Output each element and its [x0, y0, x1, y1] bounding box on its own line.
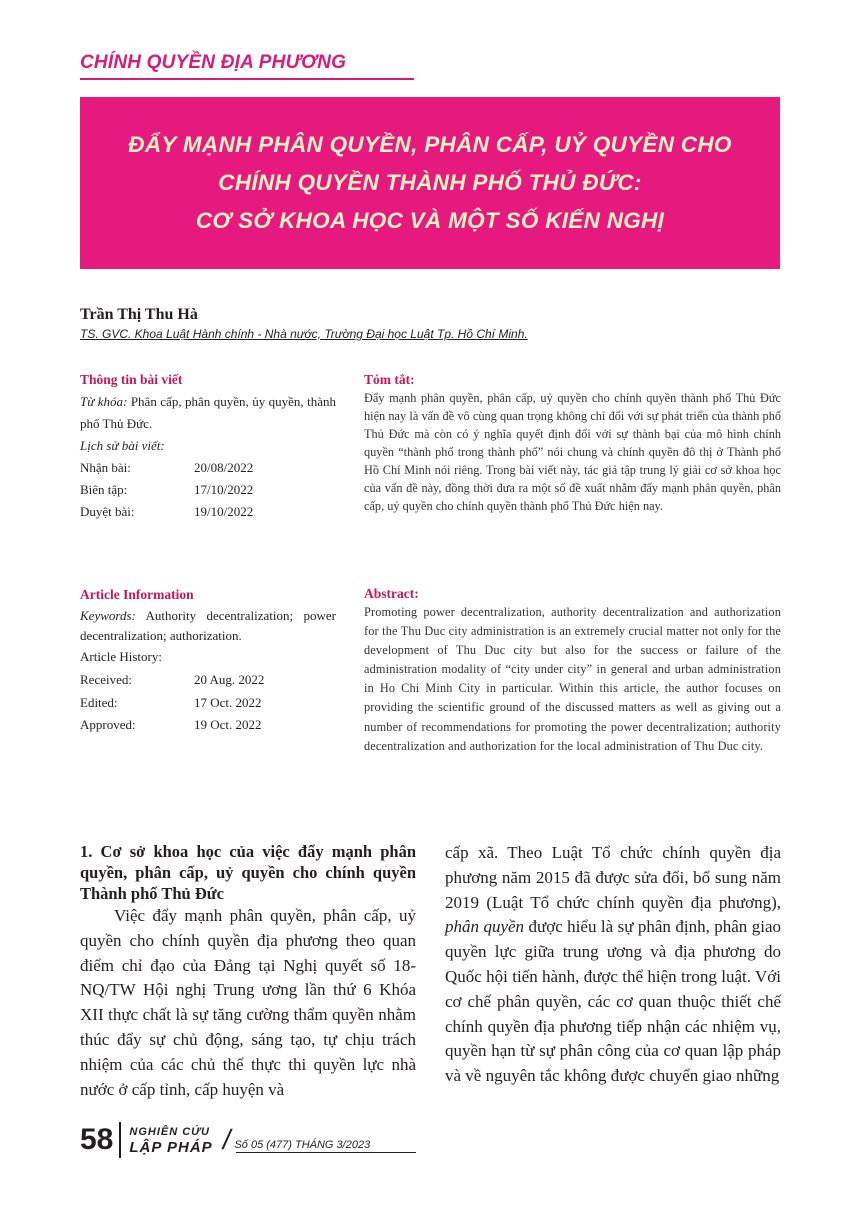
history-row: [80, 479, 336, 501]
history-key: Received:: [80, 671, 132, 687]
keywords-label-en: Keywords:: [80, 608, 136, 623]
info-heading-en: Article Information: [80, 587, 194, 602]
history-date: 19/10/2022: [194, 504, 254, 519]
body-text-part: được hiểu là sự phân định, phân giao quyền lực giữa trung ương và địa phương do Quốc hội tiến hành, được thể hiện trong luật. Với cơ chế phân quyền, các cơ quan thuộc thiết chế chính quyền địa phương tiếp nhận các nhiệm vụ, quyền hạn từ sự phân công của cơ quan lập pháp và về nguyên tắc không được chuyển giao những: [445, 917, 782, 1086]
history-key: Edited:: [80, 694, 118, 710]
history-row: [80, 714, 336, 737]
history-date: 20/08/2022: [194, 460, 254, 475]
history-date: 20 Aug. 2022: [194, 671, 265, 687]
page-footer: [80, 1120, 370, 1160]
abstract-heading-en: Abstract:: [364, 586, 419, 601]
history-key: Duyệt bài:: [80, 504, 135, 519]
history-key: Nhận bài:: [80, 460, 131, 475]
history-label-vn: Lịch sử bài viết:: [80, 438, 165, 453]
history-row: [80, 669, 336, 692]
journal-name-line2: LẬP PHÁP: [129, 1139, 213, 1156]
history-date: 19 Oct. 2022: [194, 717, 262, 733]
history-row: [80, 501, 336, 523]
abstract-heading-vn: Tóm tắt:: [364, 372, 415, 387]
section-label: CHÍNH QUYỀN ĐỊA PHƯƠNG: [80, 52, 347, 73]
history-date: 17/10/2022: [194, 482, 254, 497]
footer-slash: /: [220, 1124, 234, 1155]
author-affiliation: TS. GVC. Khoa Luật Hành chính - Nhà nước, Trường Đại học Luật Tp. Hồ Chí Minh.: [80, 327, 528, 341]
info-heading-vn: Thông tin bài viết: [80, 372, 183, 387]
history-row: [80, 692, 336, 715]
body-paragraph-continued: [445, 841, 781, 1089]
body-paragraph: Việc đẩy mạnh phân quyền, phân cấp, uỷ quyền cho chính quyền địa phương theo quan điểm chỉ đạo của Đảng tại Nghị quyết số 18-NQ/TW Hội nghị Trung ương lần thứ 6 Khóa XII thực chất là sự tăng cường thẩm quyền nhằm thúc đẩy sự chủ động, sáng tạo, tự chịu trách nhiệm của các chủ thể thực thi quyền lực nhà nước ở cấp tỉnh, cấp huyện và: [80, 906, 416, 1099]
keywords-en: [80, 606, 336, 646]
title-line-3: CƠ SỞ KHOA HỌC VÀ MỘT SỐ KIẾN NGHỊ: [195, 208, 665, 233]
page-number: 58: [80, 1123, 114, 1156]
section-rule: [80, 78, 414, 80]
title-line-1: ĐẨY MẠNH PHÂN QUYỀN, PHÂN CẤP, UỶ QUYỀN CHO: [128, 132, 732, 157]
article-info-en: [80, 584, 336, 737]
issue-underline: [236, 1152, 416, 1153]
article-title-box: [80, 97, 780, 269]
body-text-part: cấp xã. Theo Luật Tổ chức chính quyền địa phương năm 2015 đã được sửa đổi, bổ sung năm 2019 (Luật Tổ chức chính quyền địa phương),: [445, 843, 781, 912]
abstract-text-vn: Đẩy mạnh phân quyền, phân cấp, uỷ quyền cho chính quyền thành phố Thủ Đức hiện nay là vấn đề vô cùng quan trọng không chỉ đối với sự phát triển của thành phố Thủ Đức mà còn có ý nghĩa quyết định đối với sự thành bại của mô hình chính quyền “thành phố trong thành phố” nói chung và chính quyền đô thị ở Thành phố Hồ Chí Minh nói riêng. Trong bài viết này, tác giả tập trung lý giải cơ sở khoa học của vấn đề này, đồng thời đưa ra một số đề xuất nhằm đẩy mạnh phân quyền, phân cấp, uỷ quyền cho chính quyền thành phố Thủ Đức hiện nay.: [364, 391, 781, 513]
keywords-value-vn: Phân cấp, phân quyền, ủy quyền, thành phố Thủ Đức.: [80, 394, 337, 431]
issue-info: Số 05 (477) THÁNG 3/2023: [234, 1139, 371, 1151]
history-key: Approved:: [80, 717, 136, 733]
section-heading: 1. Cơ sở khoa học của việc đẩy mạnh phân quyền, phân cấp, uỷ quyền cho chính quyền Thành phố Thủ Đức: [80, 842, 416, 903]
body-column-right: [445, 841, 781, 1089]
abstract-vn: [364, 371, 781, 515]
keywords-label-vn: Từ khóa:: [80, 394, 128, 409]
history-label-en: Article History:: [80, 649, 162, 664]
history-key: Biên tập:: [80, 482, 128, 497]
article-info-vn: [80, 369, 336, 523]
journal-name-line1: NGHIÊN CỨU: [129, 1126, 210, 1138]
journal-logo: [129, 1125, 212, 1155]
keywords-value-en: Authority decentralization; power decentralization; authorization.: [80, 608, 336, 643]
abstract-en: [364, 585, 781, 756]
history-date: 17 Oct. 2022: [194, 694, 262, 710]
footer-divider: [119, 1122, 121, 1158]
term-emphasis: phân quyền: [445, 917, 525, 937]
keywords-vn: [80, 391, 336, 435]
abstract-text-en: Promoting power decentralization, authority decentralization and authorization for the Thu Duc city administration is an extremely crucial matter not only for the development of Thu Duc city but also for the success or failure of the administration modality of “city under city” in general and urban administration in Ho Chi Minh City in particular. Within this article, the author focuses on providing the scientific ground of the discussed matters as well as giving out a number of recommendations for promoting the power decentralization; authority decentralization and authorization for the local administration of Thu Duc city.: [364, 605, 781, 753]
history-row: [80, 457, 336, 479]
title-line-2: CHÍNH QUYỀN THÀNH PHỐ THỦ ĐỨC:: [218, 170, 642, 195]
author-name: Trần Thị Thu Hà: [80, 306, 198, 323]
body-column-left: [80, 841, 416, 1102]
